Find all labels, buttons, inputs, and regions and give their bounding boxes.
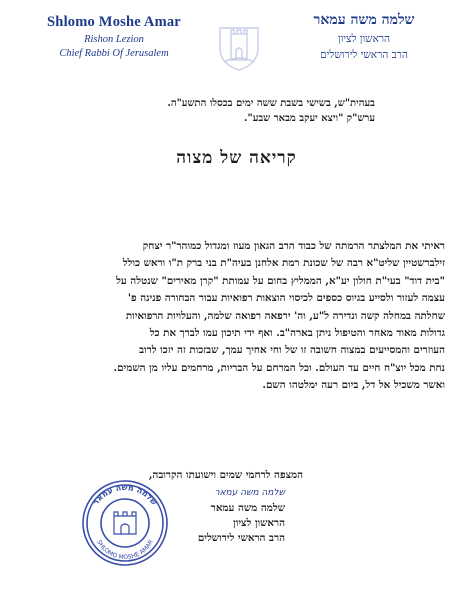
body-line: עצמה לעזור ולסייע בגיוס כספים לכיסוי הוצאות רפואיות עבור הבחורה פנינה פ' xyxy=(127,292,445,305)
letterhead-hebrew-name: שלמה משה עמאר xyxy=(313,12,415,28)
date-block xyxy=(75,96,375,126)
handwritten-signature: שלמה משה עמאר xyxy=(214,488,285,498)
letterhead-english-title-1: Rishon Lezion xyxy=(84,34,144,45)
letterhead-english xyxy=(14,14,214,59)
signature-title-2: הרב הראשי לירושלים xyxy=(197,532,285,544)
signature-title-1: הראשון לציון xyxy=(233,517,285,529)
body-line: גדולות מאוד מאחר והטיפול ניתן בארה"ב. ואף ידי תיכון עמו לברך את כל xyxy=(149,327,445,340)
svg-text:SHLOMO MOSHE AMAR: SHLOMO MOSHE AMAR xyxy=(95,538,155,562)
svg-text:שלמה משה עמאר: שלמה משה עמאר xyxy=(91,482,159,507)
letterhead-hebrew-title-1: הראשון לציון xyxy=(337,33,391,45)
letterhead-english-name: Shlomo Moshe Amar xyxy=(47,14,181,30)
letter-body xyxy=(32,238,445,395)
signature-name: שלמה משה עמאר xyxy=(210,502,285,514)
body-line: ואשר משכיל אל דל, ביום רעה ימלטהו השם. xyxy=(262,379,445,392)
body-line: זילברשטיין שליט"א רבה של שכונת רמת אלחנן בעיה"ת בני ברק ת"ו וראש כולל xyxy=(122,257,445,270)
body-line: שחלתה במחלה קשה ונדירה ל"ע, וה' ירפאה רפואה שלמה, והעלויות הרפואיות xyxy=(125,309,445,322)
body-line: "בית דוד" בעי"ת חולון יע"א, הממליץ בחום על עמותת "קרן מאירים" שנטלה על xyxy=(116,274,445,287)
date-line: ערש"ק "ויצא יעקב מבאר שבע". xyxy=(244,113,375,124)
letterhead-hebrew-title-2: הרב הראשי לירושלים xyxy=(320,49,408,61)
letterhead-english-title-2: Chief Rabbi Of Jerusalem xyxy=(59,48,169,59)
date-line: בעהית"ש, בשישי בשבת ששה ימים בכסלו התשע"ה. xyxy=(167,98,375,109)
closing-line: המצפה לרחמי שמים וישועתו הקרובה, xyxy=(148,469,303,481)
body-line: העוזרים והמסייעים במצוה חשובה זו של וחי אחיך עמך, שבזכות זה יזכו לרוב xyxy=(139,344,445,357)
letterhead-hebrew xyxy=(269,12,459,61)
letter-title: קריאה של מצוה xyxy=(176,148,297,168)
body-line: נחת מכל יוצ"ח חיים עד העולם. וכל המרחם על הבריות, מרחמים עליו מן השמים. xyxy=(113,361,445,374)
official-seal-icon xyxy=(80,478,170,568)
body-line: ראיתי את המלצתר הרמתה של כבוד הרב הגאון מעוז ומגדול כמוהר"ר יצחק xyxy=(142,240,445,252)
tower-emblem-icon xyxy=(214,18,264,72)
